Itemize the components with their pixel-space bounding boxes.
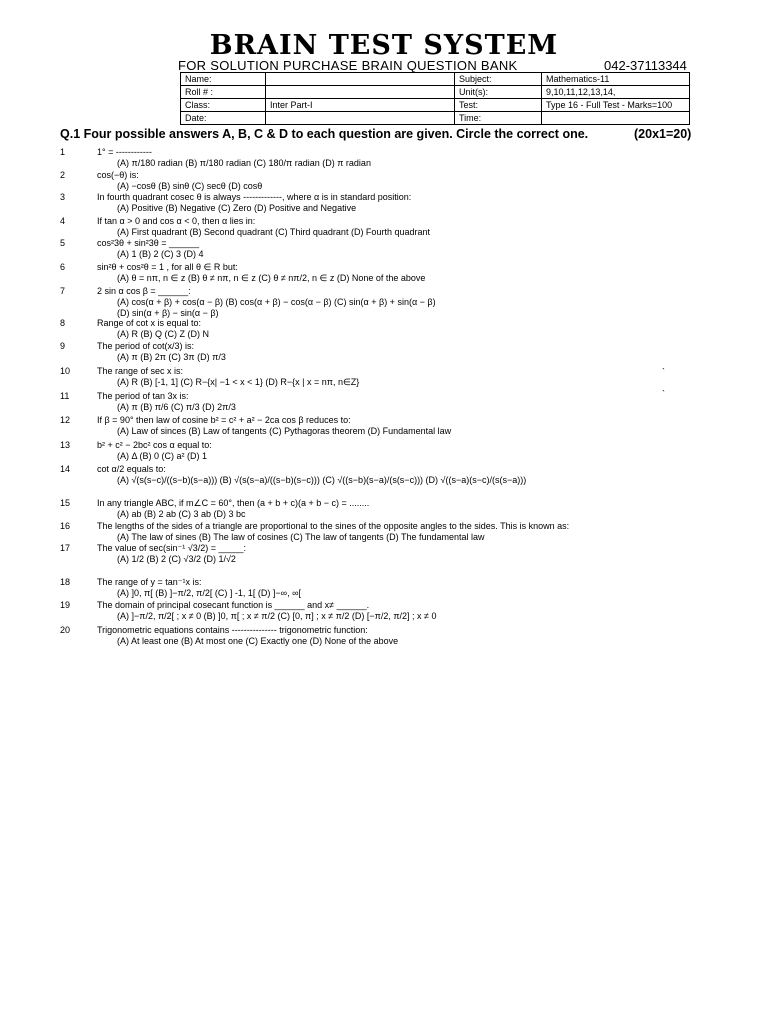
question-options: (A) R (B) [-1, 1] (C) R−{x| −1 < x < 1} (D) R−{x | x = nπ, n∈Z} — [117, 377, 360, 387]
question-options: (A) π (B) 2π (C) 3π (D) π/3 — [117, 352, 226, 362]
question-stem: cot α/2 equals to: — [97, 464, 166, 474]
question-number: 14 — [60, 464, 71, 474]
question-number: 20 — [60, 625, 71, 635]
question-number: 13 — [60, 440, 71, 450]
question-stem: cos²3θ + sin²3θ = ______ — [97, 238, 200, 248]
question-number: 3 — [60, 192, 66, 202]
question-number: 5 — [60, 238, 66, 248]
question-options: (A) Δ (B) 0 (C) a² (D) 1 — [117, 451, 208, 461]
info-table — [180, 72, 690, 125]
name-label: Name: — [181, 73, 266, 86]
class-label: Class: — [181, 99, 266, 112]
question-stem: 1° = ------------ — [97, 147, 152, 157]
roll-value — [266, 86, 455, 99]
question-stem: b² + c² − 2bc² cos α equal to: — [97, 440, 212, 450]
question-number: 9 — [60, 341, 66, 351]
question-stem: In fourth quadrant cosec θ is always -------------, where α is in standard position: — [97, 192, 412, 202]
question-options: (A) 1/2 (B) 2 (C) √3/2 (D) 1/√2 — [117, 554, 236, 564]
time-label: Time: — [455, 112, 542, 125]
question-options: (A) π/180 radian (B) π/180 radian (C) 180/π radian (D) π radian — [117, 158, 371, 168]
question-number: 11 — [60, 391, 70, 401]
question-options: (A) The law of sines (B) The law of cosines (C) The law of tangents (D) The fundamental law — [117, 532, 485, 542]
class-value: Inter Part-I — [266, 99, 455, 112]
question-number: 19 — [60, 600, 71, 610]
question-options: (A) First quadrant (B) Second quadrant (C) Third quadrant (D) Fourth quadrant — [117, 227, 430, 237]
name-value — [266, 73, 455, 86]
question-stem: The domain of principal cosecant function is ______ and x≠ ______. — [97, 600, 370, 610]
section-heading: Q.1 Four possible answers A, B, C & D to each question are given. Circle the correct one. — [60, 127, 589, 141]
test-label: Test: — [455, 99, 542, 112]
question-stem: The range of sec x is: — [97, 366, 184, 376]
question-number: 16 — [60, 521, 71, 531]
units-value: 9,10,11,12,13,14, — [542, 86, 690, 99]
question-number: 12 — [60, 415, 71, 425]
stray-mark: ` — [662, 367, 665, 377]
question-number: 2 — [60, 170, 66, 180]
subject-label: Subject: — [455, 73, 542, 86]
stray-mark: ` — [662, 389, 665, 399]
question-stem: Trigonometric equations contains --------------- trigonometric function: — [97, 625, 368, 635]
question-number: 17 — [60, 543, 71, 553]
question-options: (A) 1 (B) 2 (C) 3 (D) 4 — [117, 249, 204, 259]
question-stem: The value of sec(sin⁻¹ √3/2) = _____: — [97, 543, 247, 553]
question-stem: If tan α > 0 and cos α < 0, then α lies in: — [97, 216, 256, 226]
phone-number: 042-37113344 — [604, 58, 687, 73]
subject-value: Mathematics-11 — [542, 73, 690, 86]
question-stem: sin²θ + cos²θ = 1 , for all θ ∈ R but: — [97, 262, 238, 272]
question-number: 18 — [60, 577, 71, 587]
question-stem: In any triangle ABC, if m∠C = 60°, then (a + b + c)(a + b − c) = ........ — [97, 498, 370, 508]
question-number: 6 — [60, 262, 66, 272]
question-options: (A) √(s(s−c)/((s−b)(s−a))) (B) √(s(s−a)/((s−b)(s−c))) (C) √((s−b)(s−a)/(s(s−c))) (D) √((s−a)(s−c)/(s(s−a))) — [117, 475, 527, 485]
question-options-extra: (D) sin(α + β) − sin(α − β) — [117, 308, 219, 318]
question-number: 10 — [60, 366, 71, 376]
question-stem: 2 sin α cos β = ______: — [97, 286, 191, 296]
test-value: Type 16 - Full Test - Marks=100 — [542, 99, 690, 112]
subtitle: FOR SOLUTION PURCHASE BRAIN QUESTION BANK — [178, 58, 518, 73]
question-options: (A) −cosθ (B) sinθ (C) secθ (D) cosθ — [117, 181, 263, 191]
question-stem: The period of tan 3x is: — [97, 391, 189, 401]
question-stem: The lengths of the sides of a triangle are proportional to the sines of the opposite angles to the sides. This is known as: — [97, 521, 570, 531]
page-title: BRAIN TEST SYSTEM — [209, 30, 559, 61]
question-number: 15 — [60, 498, 71, 508]
date-value — [266, 112, 455, 125]
question-options: (A) Positive (B) Negative (C) Zero (D) Positive and Negative — [117, 203, 357, 213]
section-marks: (20x1=20) — [634, 127, 692, 141]
question-number: 7 — [60, 286, 66, 296]
question-stem: If β = 90° then law of cosine b² = c² + a² − 2ca cos β reduces to: — [97, 415, 351, 425]
roll-label: Roll # : — [181, 86, 266, 99]
question-options: (A) θ = nπ, n ∈ z (B) θ ≠ nπ, n ∈ z (C) θ ≠ nπ/2, n ∈ z (D) None of the above — [117, 273, 426, 283]
question-options: (A) cos(α + β) + cos(α − β) (B) cos(α + β) − cos(α − β) (C) sin(α + β) + sin(α − β) — [117, 297, 436, 307]
date-label: Date: — [181, 112, 266, 125]
question-stem: cos(−θ) is: — [97, 170, 139, 180]
time-value — [542, 112, 690, 125]
units-label: Unit(s): — [455, 86, 542, 99]
question-options: (A) Law of sinces (B) Law of tangents (C) Pythagoras theorem (D) Fundamental law — [117, 426, 452, 436]
question-options: (A) At least one (B) At most one (C) Exactly one (D) None of the above — [117, 636, 399, 646]
question-number: 8 — [60, 318, 66, 328]
question-options: (A) ab (B) 2 ab (C) 3 ab (D) 3 bc — [117, 509, 246, 519]
question-stem: The range of y = tan⁻¹x is: — [97, 577, 202, 587]
question-options: (A) ]−π/2, π/2[ ; x ≠ 0 (B) ]0, π[ ; x ≠ π/2 (C) [0, π] ; x ≠ π/2 (D) [−π/2, π/2] ; x ≠ 0 — [117, 611, 437, 621]
question-number: 1 — [60, 147, 66, 157]
question-options: (A) ]0, π[ (B) ]−π/2, π/2[ (C) ] -1, 1[ (D) ]−∞, ∞[ — [117, 588, 301, 598]
question-number: 4 — [60, 216, 66, 226]
question-options: (A) π (B) π/6 (C) π/3 (D) 2π/3 — [117, 402, 236, 412]
question-stem: Range of cot x is equal to: — [97, 318, 202, 328]
question-options: (A) R (B) Q (C) Z (D) N — [117, 329, 209, 339]
question-stem: The period of cot(x/3) is: — [97, 341, 195, 351]
